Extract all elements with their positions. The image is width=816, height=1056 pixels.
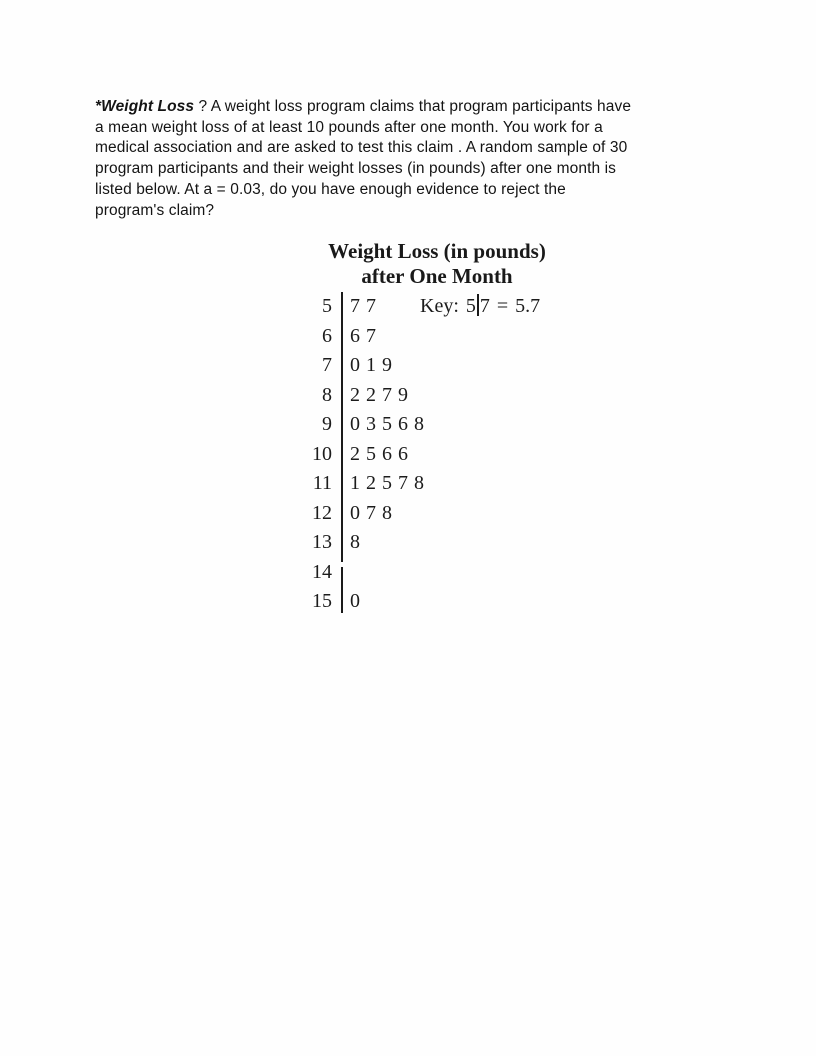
stem-leaf-row [296,381,616,411]
stem-leaf-rows [296,292,616,617]
problem-line: program's claim? [95,201,215,219]
chart-title-line1: Weight Loss (in pounds) [328,239,546,263]
problem-text: ? A weight loss program claims that program participants have [194,98,632,115]
leaf-values: 0 7 8 [350,501,392,524]
key-stem: 5 [465,295,476,317]
chart-title [296,237,578,289]
stem-leaf-row [296,351,616,381]
stem-leaf-row [296,440,616,470]
stem-value: 7 [322,354,332,376]
stem-leaf-plot [296,237,616,627]
problem-line: listed below. At a = 0.03, do you have enough evidence to reject the [95,180,566,198]
leaf-values: 2 5 6 6 [350,442,408,465]
leaf-values: 0 3 5 6 8 [350,413,424,435]
leaf-values: 1 2 5 7 8 [350,472,424,494]
stem-leaf-row [296,322,616,352]
stem-value: 8 [322,383,332,406]
problem-line: medical association and are asked to test this claim . A random sample of 30 [95,139,628,157]
stem-leaf-row [296,587,616,617]
stem-value: 11 [312,472,332,494]
leaf-values: 2 2 7 9 [350,383,408,406]
leaf-values: 0 1 9 [350,354,392,376]
chart-key [420,292,540,322]
key-label: Key: [420,295,459,317]
stem-value: 15 [312,590,332,612]
stem-leaf-row [296,558,616,588]
stem-value: 14 [312,560,332,583]
problem-statement [95,97,631,221]
stem-value: 10 [312,442,332,465]
leaf-values: 7 7 [350,295,376,317]
problem-line: program participants and their weight losses (in pounds) after one month is [95,160,616,178]
stem-value: 12 [312,501,332,524]
stem-leaf-row [296,528,616,558]
stem-leaf-row [296,410,616,440]
key-equals: = [496,295,509,317]
stem-value: 5 [322,295,332,317]
stem-value: 6 [322,324,332,347]
stem-value: 9 [322,413,332,435]
problem-title: *Weight Loss [95,98,195,115]
key-value: 5.7 [515,295,541,317]
problem-line: a mean weight loss of at least 10 pounds after one month. You work for a [95,118,603,136]
stem-value: 13 [312,531,332,553]
problem-line [95,97,631,118]
leaf-values: 6 7 [350,324,376,347]
leaf-values: 8 [350,531,360,553]
chart-title-line2: after One Month [361,264,513,288]
key-divider-icon [477,294,479,316]
leaf-values: 0 [350,590,360,612]
key-leaf: 7 [479,295,490,317]
stem-leaf-row [296,499,616,529]
stem-leaf-row [296,469,616,499]
